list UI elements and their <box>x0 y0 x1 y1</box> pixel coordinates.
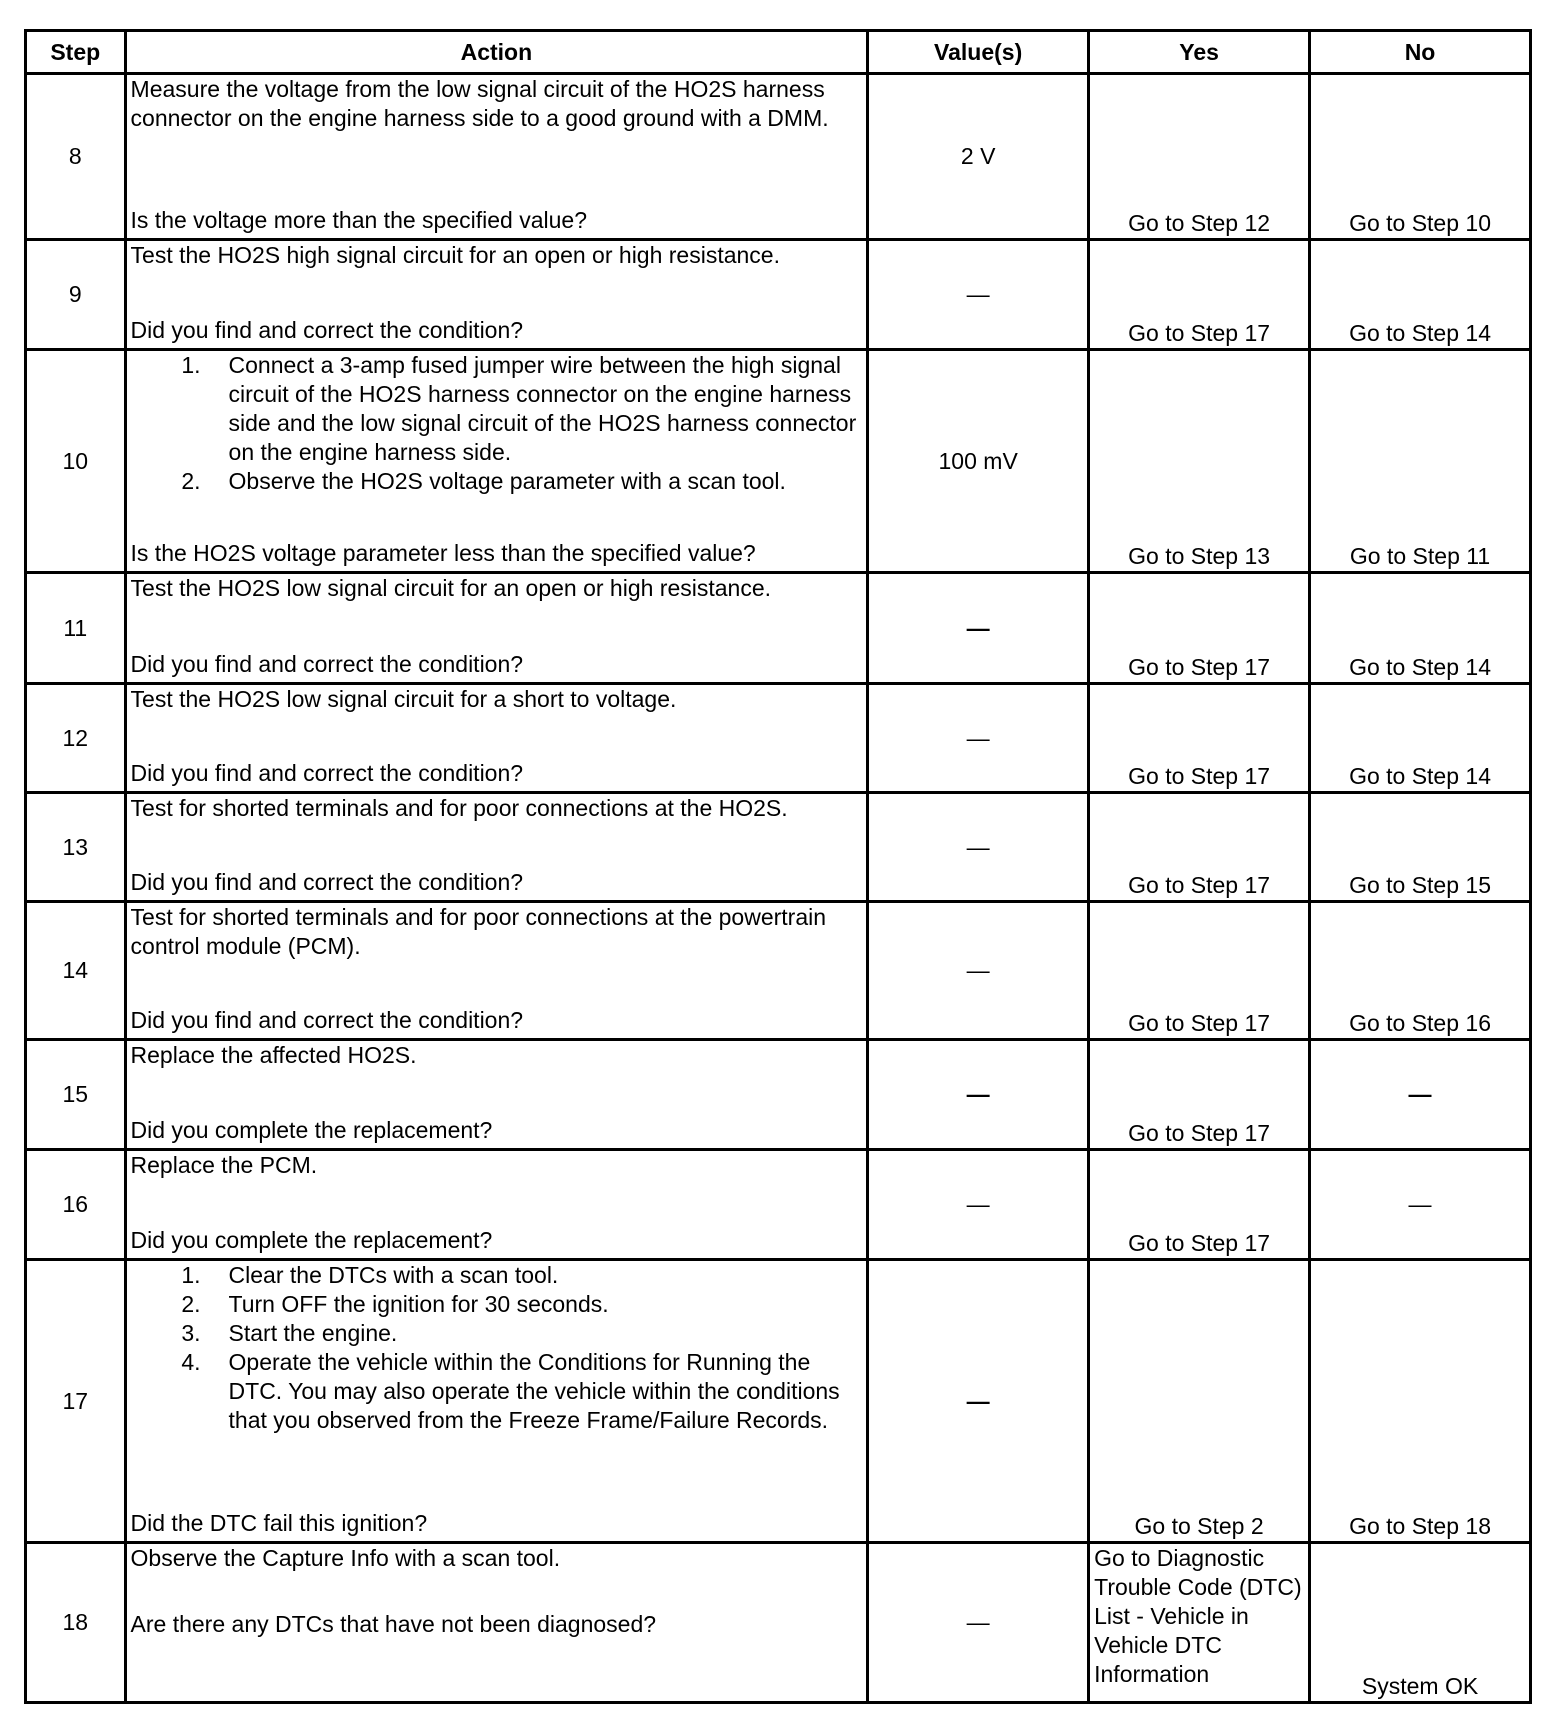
table-row <box>26 793 1531 902</box>
step-number: 10 <box>26 350 126 573</box>
list-item: 2. Turn OFF the ignition for 30 seconds. <box>181 1291 609 1317</box>
header-action: Action <box>125 31 868 74</box>
no-cell: Go to Step 14 <box>1310 684 1531 793</box>
table-row <box>26 1543 1531 1703</box>
step-number: 9 <box>26 240 126 350</box>
action-text: Observe the Capture Info with a scan tool. <box>130 1545 561 1571</box>
no-cell: Go to Step 14 <box>1310 573 1531 684</box>
action-text: Test for shorted terminals and for poor connections at the HO2S. <box>130 795 788 821</box>
step-number: 14 <box>26 902 126 1040</box>
action-cell <box>125 793 868 902</box>
value-cell: — <box>868 793 1089 902</box>
question-text: Did you find and correct the condition? <box>130 1007 524 1033</box>
no-cell: Go to Step 14 <box>1310 240 1531 350</box>
question-text: Did you find and correct the condition? <box>130 760 524 786</box>
no-cell: Go to Step 15 <box>1310 793 1531 902</box>
table-row <box>26 74 1531 240</box>
value-cell: — <box>868 1150 1089 1260</box>
step-number: 15 <box>26 1040 126 1150</box>
action-cell <box>125 1040 868 1150</box>
action-cell <box>125 1260 868 1543</box>
step-number: 16 <box>26 1150 126 1260</box>
yes-cell: Go to Step 17 <box>1089 1040 1310 1150</box>
action-cell <box>125 573 868 684</box>
question-text: Did you complete the replacement? <box>130 1117 493 1143</box>
question-text: Is the voltage more than the specified value? <box>130 207 587 233</box>
yes-cell: Go to Step 12 <box>1089 74 1310 240</box>
no-cell: Go to Step 18 <box>1310 1260 1531 1543</box>
table-row <box>26 350 1531 573</box>
step-number: 13 <box>26 793 126 902</box>
question-text: Is the HO2S voltage parameter less than the specified value? <box>130 540 756 566</box>
list-item: 1. Clear the DTCs with a scan tool. <box>181 1262 559 1288</box>
yes-cell: Go to Step 2 <box>1089 1260 1310 1543</box>
question-text: Did the DTC fail this ignition? <box>130 1510 428 1536</box>
yes-cell: Go to Step 17 <box>1089 793 1310 902</box>
action-cell <box>125 1150 868 1260</box>
header-row <box>26 31 1531 74</box>
step-number: 8 <box>26 74 126 240</box>
table-row <box>26 902 1531 1040</box>
list-item: 2. Observe the HO2S voltage parameter with a scan tool. <box>181 468 786 494</box>
action-steps-list <box>131 1261 863 1435</box>
action-text: Test the HO2S low signal circuit for a short to voltage. <box>130 686 677 712</box>
yes-cell: Go to Step 17 <box>1089 1150 1310 1260</box>
question-text: Did you find and correct the condition? <box>130 651 524 677</box>
diagnostic-table <box>24 29 1532 1704</box>
action-cell <box>125 74 868 240</box>
question-text: Did you find and correct the condition? <box>130 317 524 343</box>
step-number: 17 <box>26 1260 126 1543</box>
value-cell: 2 V <box>868 74 1089 240</box>
table-row <box>26 684 1531 793</box>
action-cell <box>125 684 868 793</box>
yes-cell: Go to Step 17 <box>1089 240 1310 350</box>
action-text: Test for shorted terminals and for poor connections at the powertrain control module (PCM). <box>130 904 827 959</box>
step-number: 12 <box>26 684 126 793</box>
list-item: 4. Operate the vehicle within the Conditions for Running the DTC. You may also operate the vehicle within the conditions that you observed from the Freeze Frame/Failure Records. <box>181 1349 840 1433</box>
action-text: Measure the voltage from the low signal circuit of the HO2S harness connector on the engine harness side to a good ground with a DMM. <box>130 76 829 131</box>
no-cell: — <box>1310 1040 1531 1150</box>
value-cell: — <box>868 902 1089 1040</box>
action-text: Replace the PCM. <box>130 1152 318 1178</box>
no-cell: Go to Step 11 <box>1310 350 1531 573</box>
table-row <box>26 1040 1531 1150</box>
yes-cell: Go to Diagnostic Trouble Code (DTC) List - Vehicle in Vehicle DTC Information <box>1089 1543 1310 1703</box>
value-cell: — <box>868 1040 1089 1150</box>
value-cell: — <box>868 1260 1089 1543</box>
table-row <box>26 573 1531 684</box>
header-yes: Yes <box>1089 31 1310 74</box>
action-cell <box>125 902 868 1040</box>
yes-cell: Go to Step 13 <box>1089 350 1310 573</box>
yes-cell: Go to Step 17 <box>1089 573 1310 684</box>
table-row <box>26 1260 1531 1543</box>
header-step: Step <box>26 31 126 74</box>
value-cell: — <box>868 684 1089 793</box>
value-cell: 100 mV <box>868 350 1089 573</box>
header-values: Value(s) <box>868 31 1089 74</box>
yes-cell: Go to Step 17 <box>1089 902 1310 1040</box>
table-row <box>26 1150 1531 1260</box>
step-number: 18 <box>26 1543 126 1703</box>
action-steps-list <box>131 351 863 496</box>
question-text: Did you find and correct the condition? <box>130 869 524 895</box>
yes-cell: Go to Step 17 <box>1089 684 1310 793</box>
no-cell: Go to Step 16 <box>1310 902 1531 1040</box>
header-no: No <box>1310 31 1531 74</box>
action-text: Test the HO2S low signal circuit for an open or high resistance. <box>130 575 772 601</box>
no-cell: Go to Step 10 <box>1310 74 1531 240</box>
no-cell: System OK <box>1310 1543 1531 1703</box>
list-item: 1. Connect a 3-amp fused jumper wire between the high signal circuit of the HO2S harness connector on the engine harness side and the low signal circuit of the HO2S harness connector on the engine harness side. <box>181 352 857 465</box>
table-row <box>26 240 1531 350</box>
list-item: 3. Start the engine. <box>181 1320 398 1346</box>
action-cell <box>125 1543 868 1703</box>
action-cell <box>125 350 868 573</box>
no-cell: — <box>1310 1150 1531 1260</box>
value-cell: — <box>868 573 1089 684</box>
value-cell: — <box>868 1543 1089 1703</box>
value-cell: — <box>868 240 1089 350</box>
action-text: Replace the affected HO2S. <box>130 1042 417 1068</box>
action-text: Test the HO2S high signal circuit for an open or high resistance. <box>130 242 780 268</box>
question-text: Are there any DTCs that have not been diagnosed? <box>130 1611 657 1637</box>
action-cell <box>125 240 868 350</box>
step-number: 11 <box>26 573 126 684</box>
question-text: Did you complete the replacement? <box>130 1227 493 1253</box>
